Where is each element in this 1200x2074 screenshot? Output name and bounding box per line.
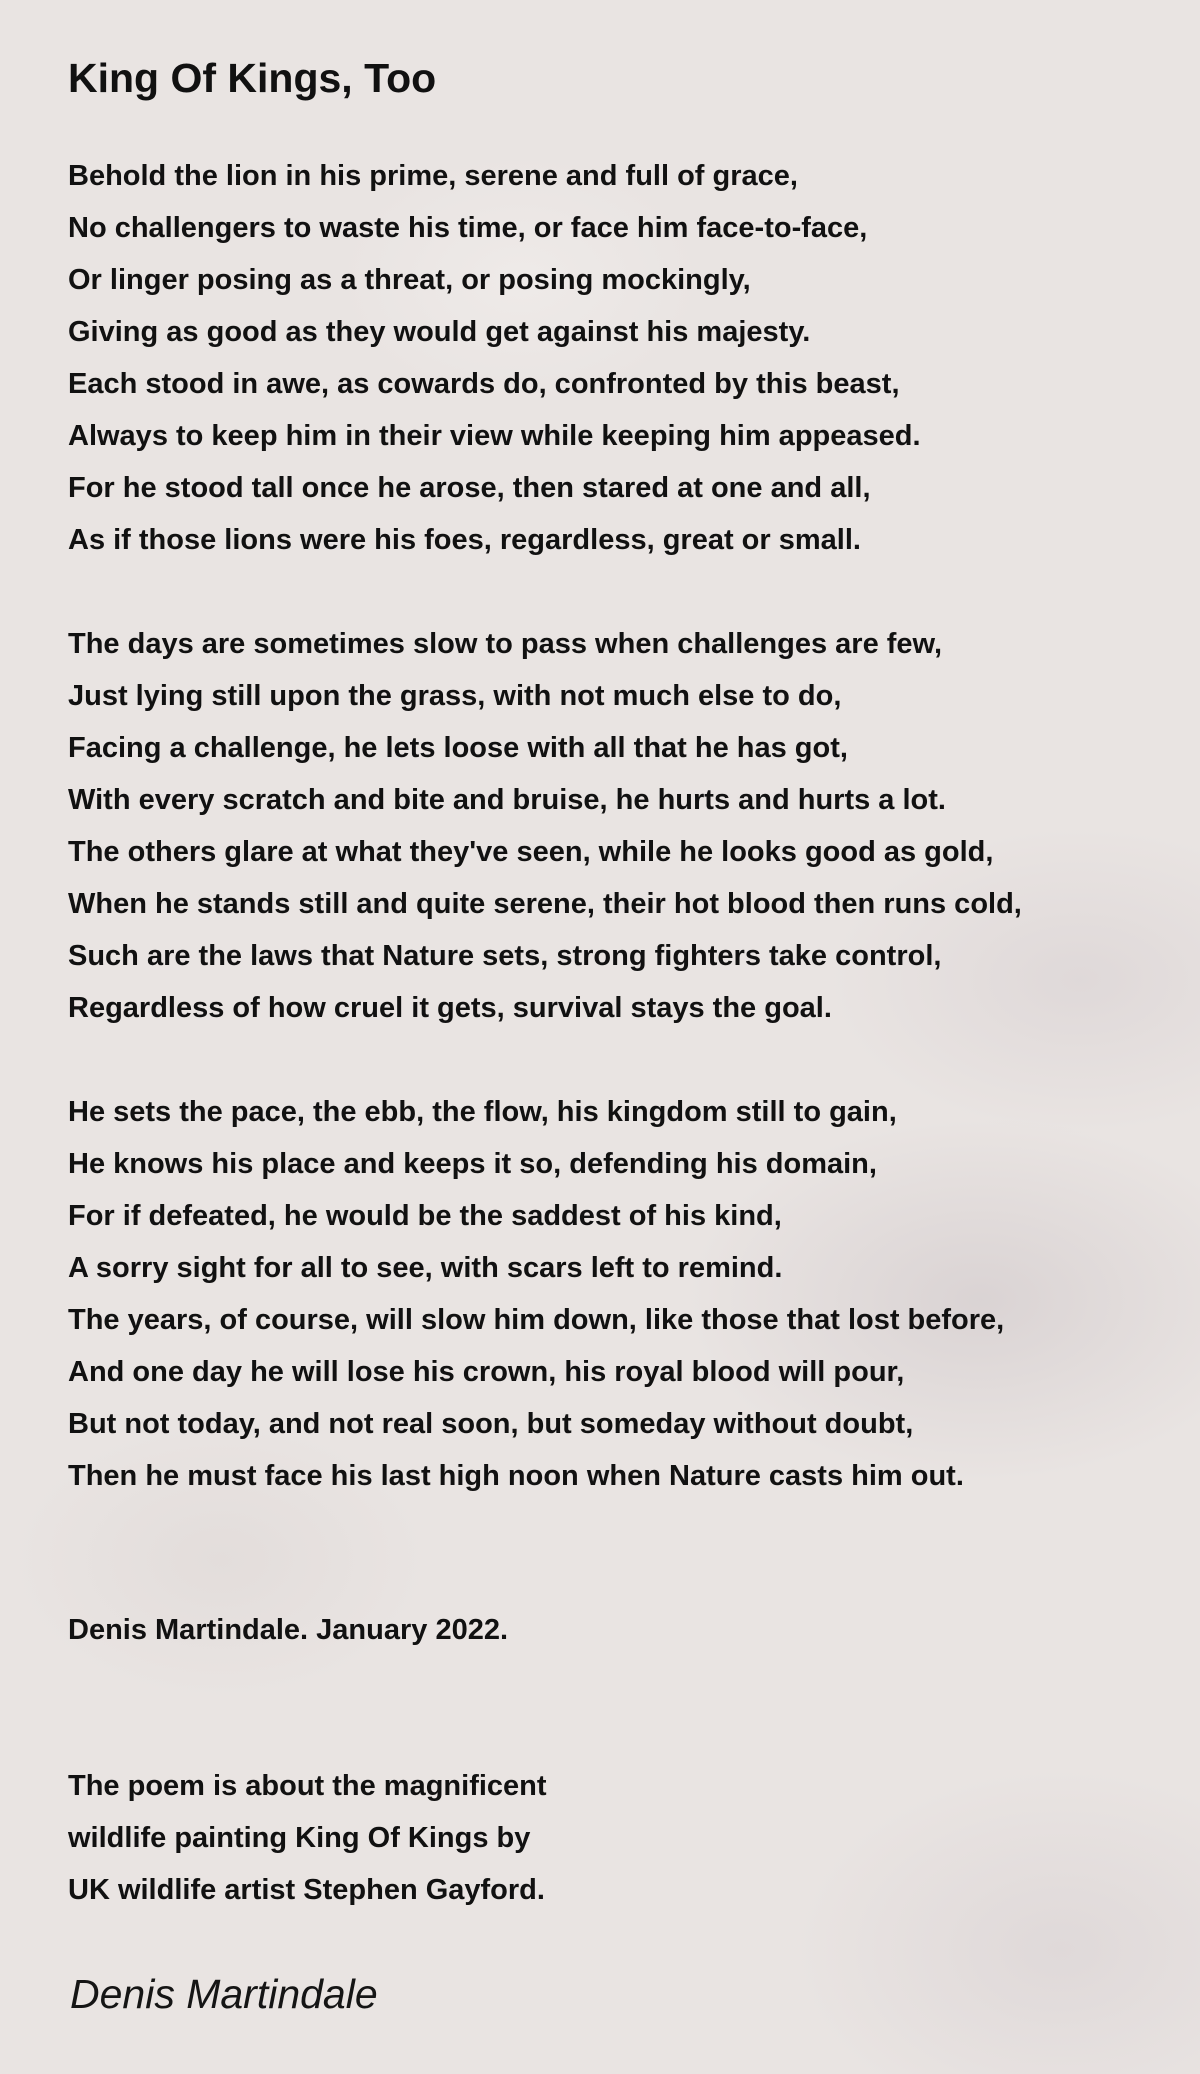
- poem-title: King Of Kings, Too: [68, 55, 437, 101]
- poem-line: Giving as good as they would get against his majesty.: [68, 316, 811, 348]
- poem-line: As if those lions were his foes, regardless, great or small.: [68, 524, 861, 556]
- poem-line: Behold the lion in his prime, serene and full of grace,: [68, 160, 798, 192]
- poem-line: A sorry sight for all to see, with scars left to remind.: [68, 1252, 783, 1284]
- poem-line: When he stands still and quite serene, their hot blood then runs cold,: [68, 888, 1022, 920]
- poem-line: Regardless of how cruel it gets, survival stays the goal.: [68, 992, 832, 1024]
- note-line: UK wildlife artist Stephen Gayford.: [68, 1874, 545, 1906]
- poem-line: No challengers to waste his time, or face him face-to-face,: [68, 212, 868, 244]
- poem-line: For if defeated, he would be the saddest of his kind,: [68, 1200, 782, 1232]
- poem-note: [68, 1760, 547, 1916]
- stanza-2: [68, 618, 1022, 1034]
- poem-line: He knows his place and keeps it so, defending his domain,: [68, 1148, 877, 1180]
- poem-line: Always to keep him in their view while keeping him appeased.: [68, 420, 921, 452]
- poem-line: The others glare at what they've seen, while he looks good as gold,: [68, 836, 994, 868]
- stanza-3: [68, 1086, 1004, 1502]
- poem-line: The days are sometimes slow to pass when challenges are few,: [68, 628, 943, 660]
- poem-signoff: Denis Martindale. January 2022.: [68, 1614, 509, 1646]
- author-name: Denis Martindale: [70, 1971, 378, 2017]
- poem-line: But not today, and not real soon, but someday without doubt,: [68, 1408, 914, 1440]
- poem-line: With every scratch and bite and bruise, he hurts and hurts a lot.: [68, 784, 946, 816]
- poem-line: Each stood in awe, as cowards do, confronted by this beast,: [68, 368, 900, 400]
- poem-line: Facing a challenge, he lets loose with all that he has got,: [68, 732, 848, 764]
- poem-line: Such are the laws that Nature sets, strong fighters take control,: [68, 940, 942, 972]
- poem-line: The years, of course, will slow him down, like those that lost before,: [68, 1304, 1005, 1336]
- poem-line: Or linger posing as a threat, or posing mockingly,: [68, 264, 751, 296]
- poem-line: For he stood tall once he arose, then stared at one and all,: [68, 472, 871, 504]
- poem-line: And one day he will lose his crown, his royal blood will pour,: [68, 1356, 905, 1388]
- stanza-1: [68, 150, 921, 566]
- poem-line: He sets the pace, the ebb, the flow, his kingdom still to gain,: [68, 1096, 897, 1128]
- note-line: The poem is about the magnificent: [68, 1770, 547, 1802]
- poem-line: Then he must face his last high noon when Nature casts him out.: [68, 1460, 964, 1492]
- poem-line: Just lying still upon the grass, with not much else to do,: [68, 680, 842, 712]
- note-line: wildlife painting King Of Kings by: [68, 1822, 531, 1854]
